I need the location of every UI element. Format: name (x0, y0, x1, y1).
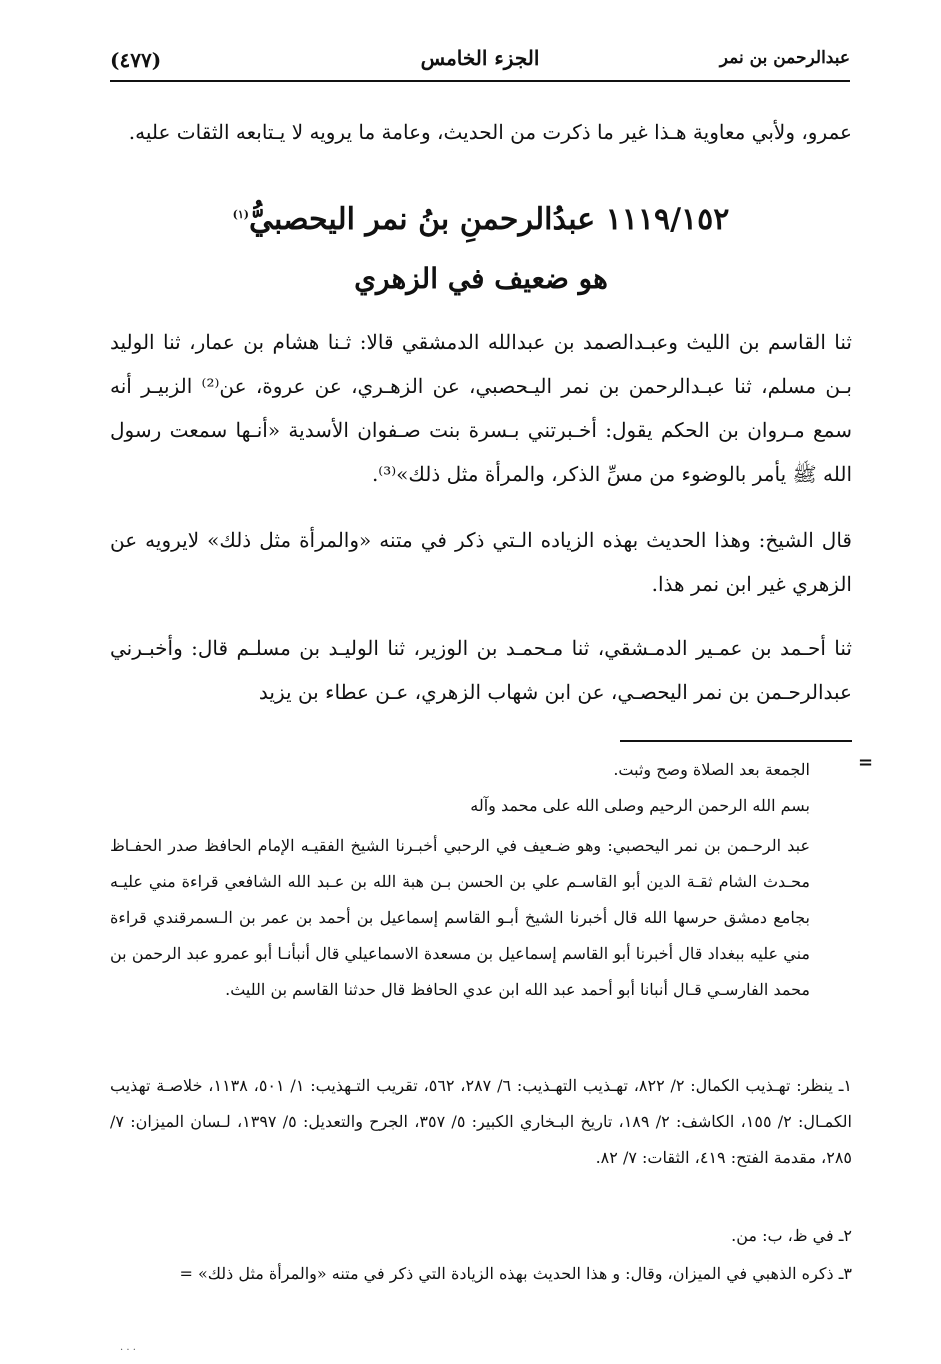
page-header (110, 44, 850, 84)
footnote-rule (620, 740, 852, 742)
running-title: عبدالرحمن بن نمر (719, 48, 850, 68)
entry-subtitle: هو ضعيف في الزهري (354, 262, 608, 295)
paragraph-4: ثنا أحـمد بن عمـير الدمـشقي، ثنا مـحمـد بن الوزير، ثنا الوليـد بن مسلـم قال: وأخبـرني عبدالرحـمن بن نمر اليحصـي، عن ابن شهاب الزهري، عـن عطاء بن يزيد (110, 636, 852, 704)
scan-artifact: . . . (120, 1342, 136, 1353)
volume-label: الجزء الخامس (420, 46, 540, 70)
paragraph-1: عمرو، ولأبي معاوية هـذا غير ما ذكرت من الحديث، وعامة ما يرويه لا يـتابعه الثقات عليه. (128, 120, 852, 144)
entry-title-text: ١١١٩/١٥٢ عبدُالرحمنِ بنُ نمر اليحصبيُّ (248, 202, 730, 237)
footnote-editor-note: عبد الرحـمن بن نمر اليحصبي: وهو ضـعيف في الرحبي أخبـرنا الشيخ الفقيـه الإمام الحافظ صدر الحفـاظ محـدث الشام ثقـة الدين أبو القاسـم علي بن الحسن بـن هبة الله بن عـبد الله الشافعي قراءة مني عليـه بجامع دمشق حرسها الله قال أخبرنا الشيخ أبـو القاسم إسماعيل بن أحمد بن عمر بن الـسمرقندي قراءة مني عليه ببغداد قال أخبرنا أبو القاسم إسماعيل بن مسعدة الاسماعيلي قال أنبأنـا أبو عمرو عبد الرحمن بن محمد الفارسـي قـال أنبانا أبو أحمد عبد الله ابن عدي الحافظ قال حدثنا القاسم بن الليث. (110, 836, 811, 999)
paragraph-3: قال الشيخ: وهذا الحديث بهذه الزياده الـتي ذكر في متنه «والمرأة مثل ذلك» لايرويه عن الزهري غير ابن نمر هذا. (110, 528, 852, 596)
footnote-continuation-mark: = (858, 752, 874, 773)
footnote-continuation: الجمعة بعد الصلاة وصح وثبت. (613, 760, 810, 779)
header-rule (110, 80, 850, 82)
entry-title-note: (١) (232, 208, 249, 221)
footnote-2: ٢ـ في ظ، ب: من. (731, 1226, 852, 1245)
page-number: (٤٧٧) (110, 48, 162, 72)
entry-title (110, 202, 852, 237)
paragraph-2: ثنا القاسم بن الليث وعبـدالصمد بن عبدالله الدمشقي قالا: ثـنا هشام بن عمار، ثنا الوليد بـن مسلم، ثنا عبـدالرحمن بن نمر اليـحصبي، عن الزهـري، عن عروة، عن⁽²⁾ الزبيـر أنه سمع مـروان بن الحكم يقول: أخـبرتني بـسرة بنت صـفوان الأسدية «أنـها سمعت رسول الله ﷺ يأمر بالوضوء من مسِّ الذكر، والمرأة مثل ذلك»⁽³⁾. (110, 330, 853, 486)
footnote-3: ٣ـ ذكره الذهبي في الميزان، وقال: و هذا الحديث بهذه الزيادة التي ذكر في متنه «والمرأة مثل ذلك» = (179, 1264, 852, 1283)
footnote-1: ١ـ ينظر: تهـذيب الكمال: ٢/ ٨٢٢، تهـذيب التهـذيب: ٦/ ٢٨٧، ٥٦٢، تقريب التـهذيب: ١/ ٥٠١، ١١٣٨، خلاصـة تهذيب الكمـال: ٢/ ١٥٥، الكاشف: ٢/ ١٨٩، تاريخ البـخاري الكبير: ٥/ ٣٥٧، الجرح والتعديل: ٥/ ١٣٩٧، لـسان الميزان: ٧/ ٢٨٥، مقدمة الفتح: ٤١٩، الثقات: ٧/ ٨٢. (110, 1076, 853, 1167)
footnote-basmala: بسم الله الرحمن الرحيم وصلى الله على محمد وآله (470, 796, 810, 815)
